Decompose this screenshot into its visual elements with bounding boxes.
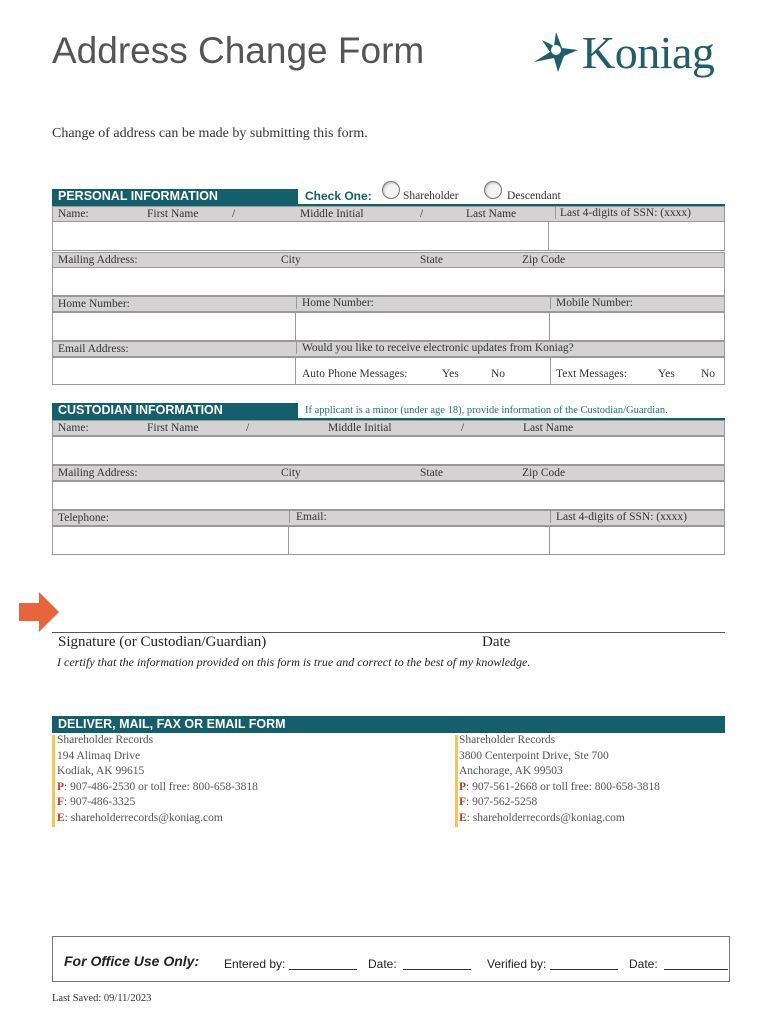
personal-ssn-input[interactable]: [548, 221, 725, 251]
arrow-right-icon: [19, 592, 59, 632]
date-label: Date: [482, 634, 511, 650]
bird-logo-icon: [532, 28, 580, 76]
email-address-input[interactable]: [52, 357, 296, 385]
anchorage-address: Shareholder Records 3800 Centerpoint Drive, Ste 700 Anchorage, AK 99503 P: 907-561-2668 or toll free: 800-658-3818 F: 907-562-5258 E: shareholderrecords@koniag.com: [459, 734, 660, 824]
home-number-2-input[interactable]: [295, 312, 550, 341]
custodian-mailing-label-row: Mailing Address: City State Zip Code: [52, 465, 725, 481]
verified-by-field[interactable]: [550, 969, 618, 970]
auto-phone-yes[interactable]: Yes: [442, 368, 459, 380]
shareholder-label: Shareholder: [403, 190, 459, 202]
personal-info-heading: PERSONAL INFORMATION: [52, 189, 298, 204]
descendant-label: Descendant: [507, 190, 561, 202]
custodian-info-heading: CUSTODIAN INFORMATION: [52, 403, 298, 418]
name-label-row: Name: First Name / Middle Initial / Last Name Last 4-digits of SSN: (xxxx): [52, 206, 725, 222]
mobile-number-input[interactable]: [549, 312, 725, 341]
page-title: Address Change Form: [52, 30, 425, 71]
last-saved-text: Last Saved: 09/11/2023: [52, 993, 152, 1004]
kodiak-address: Shareholder Records 194 Alimaq Drive Kodiak, AK 99615 P: 907-486-2530 or toll free: 800-658-3818 F: 907-486-3325 E: shareholderrecords@koniag.com: [57, 734, 258, 824]
custodian-contact-label-row: Telephone: Email: Last 4-digits of SSN: (xxxx): [52, 510, 725, 526]
custodian-ssn-input[interactable]: [549, 526, 725, 555]
home-number-input[interactable]: [52, 312, 296, 341]
logo-wordmark: Koniag: [582, 27, 715, 78]
descendant-radio[interactable]: [484, 181, 502, 199]
updates-options-box: Auto Phone Messages: Yes No Text Messages: Yes No: [295, 357, 725, 385]
custodian-name-input[interactable]: [52, 436, 725, 465]
custodian-mailing-input[interactable]: [52, 481, 725, 510]
mailing-label-row: Mailing Address: City State Zip Code: [52, 252, 725, 268]
verified-date-field[interactable]: [664, 969, 728, 970]
shareholder-radio[interactable]: [382, 181, 400, 199]
signature-line[interactable]: [52, 632, 725, 633]
text-msgs-no[interactable]: No: [701, 368, 716, 380]
entered-by-field[interactable]: [289, 969, 357, 970]
custodian-note: If applicant is a minor (under age 18), provide information of the Custodian/Guardian.: [305, 405, 668, 416]
koniag-logo: [532, 24, 732, 84]
auto-phone-no[interactable]: No: [491, 368, 506, 380]
deliver-heading: DELIVER, MAIL, FAX OR EMAIL FORM: [52, 716, 725, 733]
office-use-title: For Office Use Only:: [64, 953, 200, 969]
email-label-row: Email Address: Would you like to receive electronic updates from Koniag?: [52, 341, 725, 357]
name-input[interactable]: [52, 221, 549, 251]
text-msgs-yes[interactable]: Yes: [658, 368, 675, 380]
mailing-address-input[interactable]: [52, 267, 725, 296]
signature-label: Signature (or Custodian/Guardian): [58, 634, 267, 650]
intro-text: Change of address can be made by submitting this form.: [52, 126, 368, 141]
check-one-label: Check One:: [305, 189, 372, 203]
entered-date-field[interactable]: [403, 969, 471, 970]
right-accent-bar: [455, 735, 458, 827]
custodian-telephone-input[interactable]: [52, 526, 289, 555]
office-use-box: For Office Use Only: Entered by: Date: Verified by: Date:: [52, 936, 730, 982]
anchorage-email-link[interactable]: : shareholderrecords@koniag.com: [466, 811, 625, 824]
left-accent-bar: [52, 735, 55, 827]
phone-label-row: Home Number: Home Number: Mobile Number:: [52, 296, 725, 312]
certify-text: I certify that the information provided on this form is true and correct to the best of my knowledge.: [57, 655, 531, 669]
kodiak-email-link[interactable]: : shareholderrecords@koniag.com: [64, 811, 223, 824]
custodian-name-label-row: Name: First Name / Middle Initial / Last Name: [52, 420, 725, 436]
custodian-email-input[interactable]: [288, 526, 550, 555]
